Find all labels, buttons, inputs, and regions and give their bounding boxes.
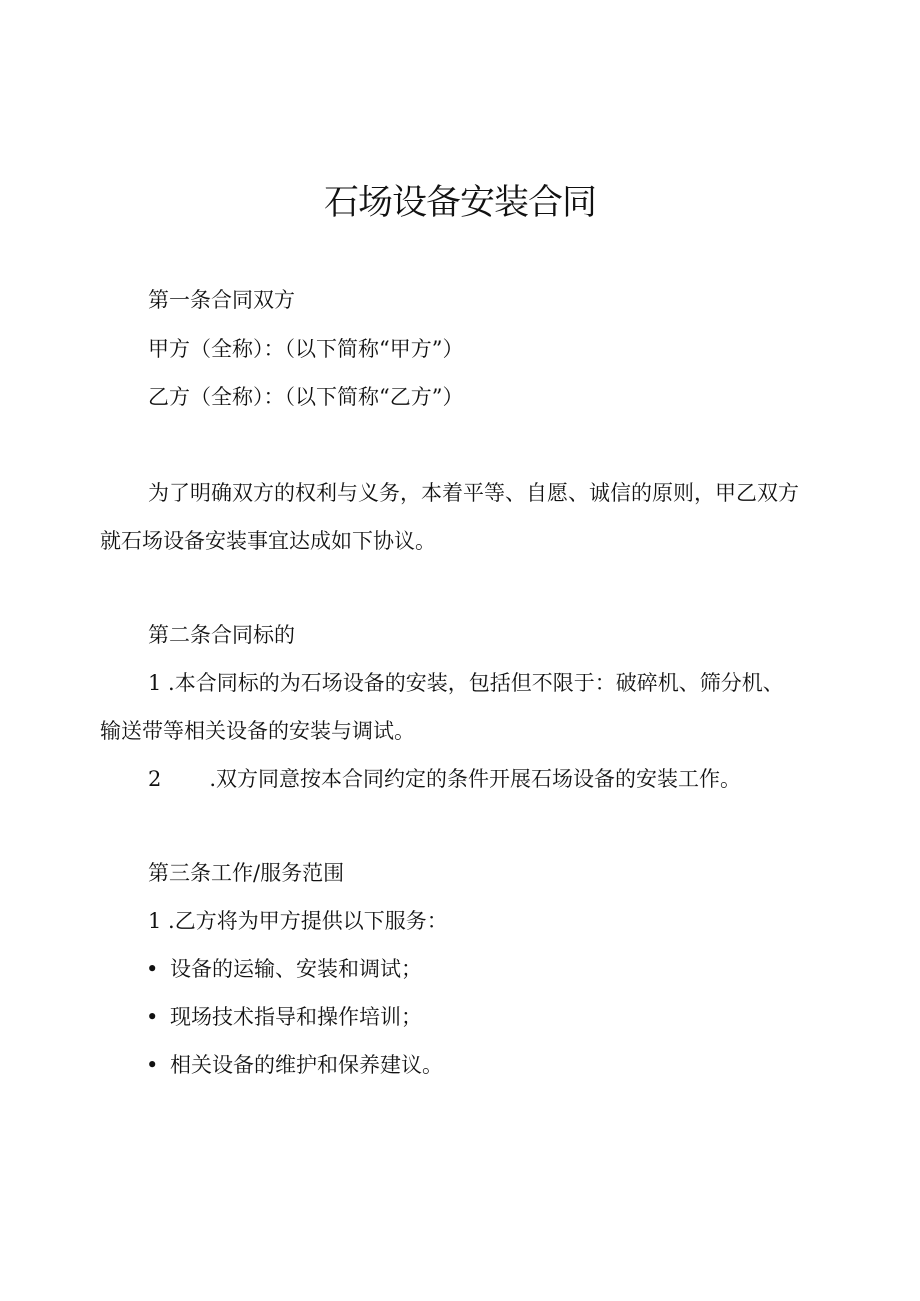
party-b-line: 乙方（全称）：（以下简称“乙方”） (148, 385, 464, 409)
section2-item1-line-1: 1 .本合同标的为石场设备的安装，包括但不限于：破碎机、筛分机、 (148, 671, 784, 695)
section3-item1: 1 .乙方将为甲方提供以下服务： (148, 909, 448, 933)
bullet-icon: • (146, 957, 159, 981)
preamble-line-2: 就石场设备安装事宜达成如下协议。 (100, 529, 436, 553)
section2-heading: 第二条合同标的 (148, 623, 295, 647)
section3-bullet-2 (146, 1002, 422, 1032)
bullet-text: 现场技术指导和操作培训； (170, 1005, 422, 1029)
bullet-text: 设备的运输、安装和调试； (170, 957, 422, 981)
bullet-icon: • (146, 1053, 159, 1077)
section3-bullet-1 (146, 954, 422, 984)
preamble-line-1: 为了明确双方的权利与义务，本着平等、自愿、诚信的原则，甲乙双方 (148, 481, 799, 505)
document-title: 石场设备安装合同 (323, 183, 596, 223)
section3-bullet-3 (146, 1050, 443, 1080)
section2-item2-text: .双方同意按本合同约定的条件开展石场设备的安装工作。 (209, 767, 742, 791)
party-a-line: 甲方（全称）：（以下简称“甲方”） (148, 337, 464, 361)
section1-heading: 第一条合同双方 (148, 288, 295, 312)
section2-item2 (148, 764, 741, 794)
section3-heading: 第三条工作/服务范围 (148, 861, 345, 885)
section2-item1-line-2: 输送带等相关设备的安装与调试。 (100, 719, 415, 743)
bullet-icon: • (146, 1005, 159, 1029)
section2-item2-number: 2 (148, 767, 162, 791)
bullet-text: 相关设备的维护和保养建议。 (170, 1053, 443, 1077)
